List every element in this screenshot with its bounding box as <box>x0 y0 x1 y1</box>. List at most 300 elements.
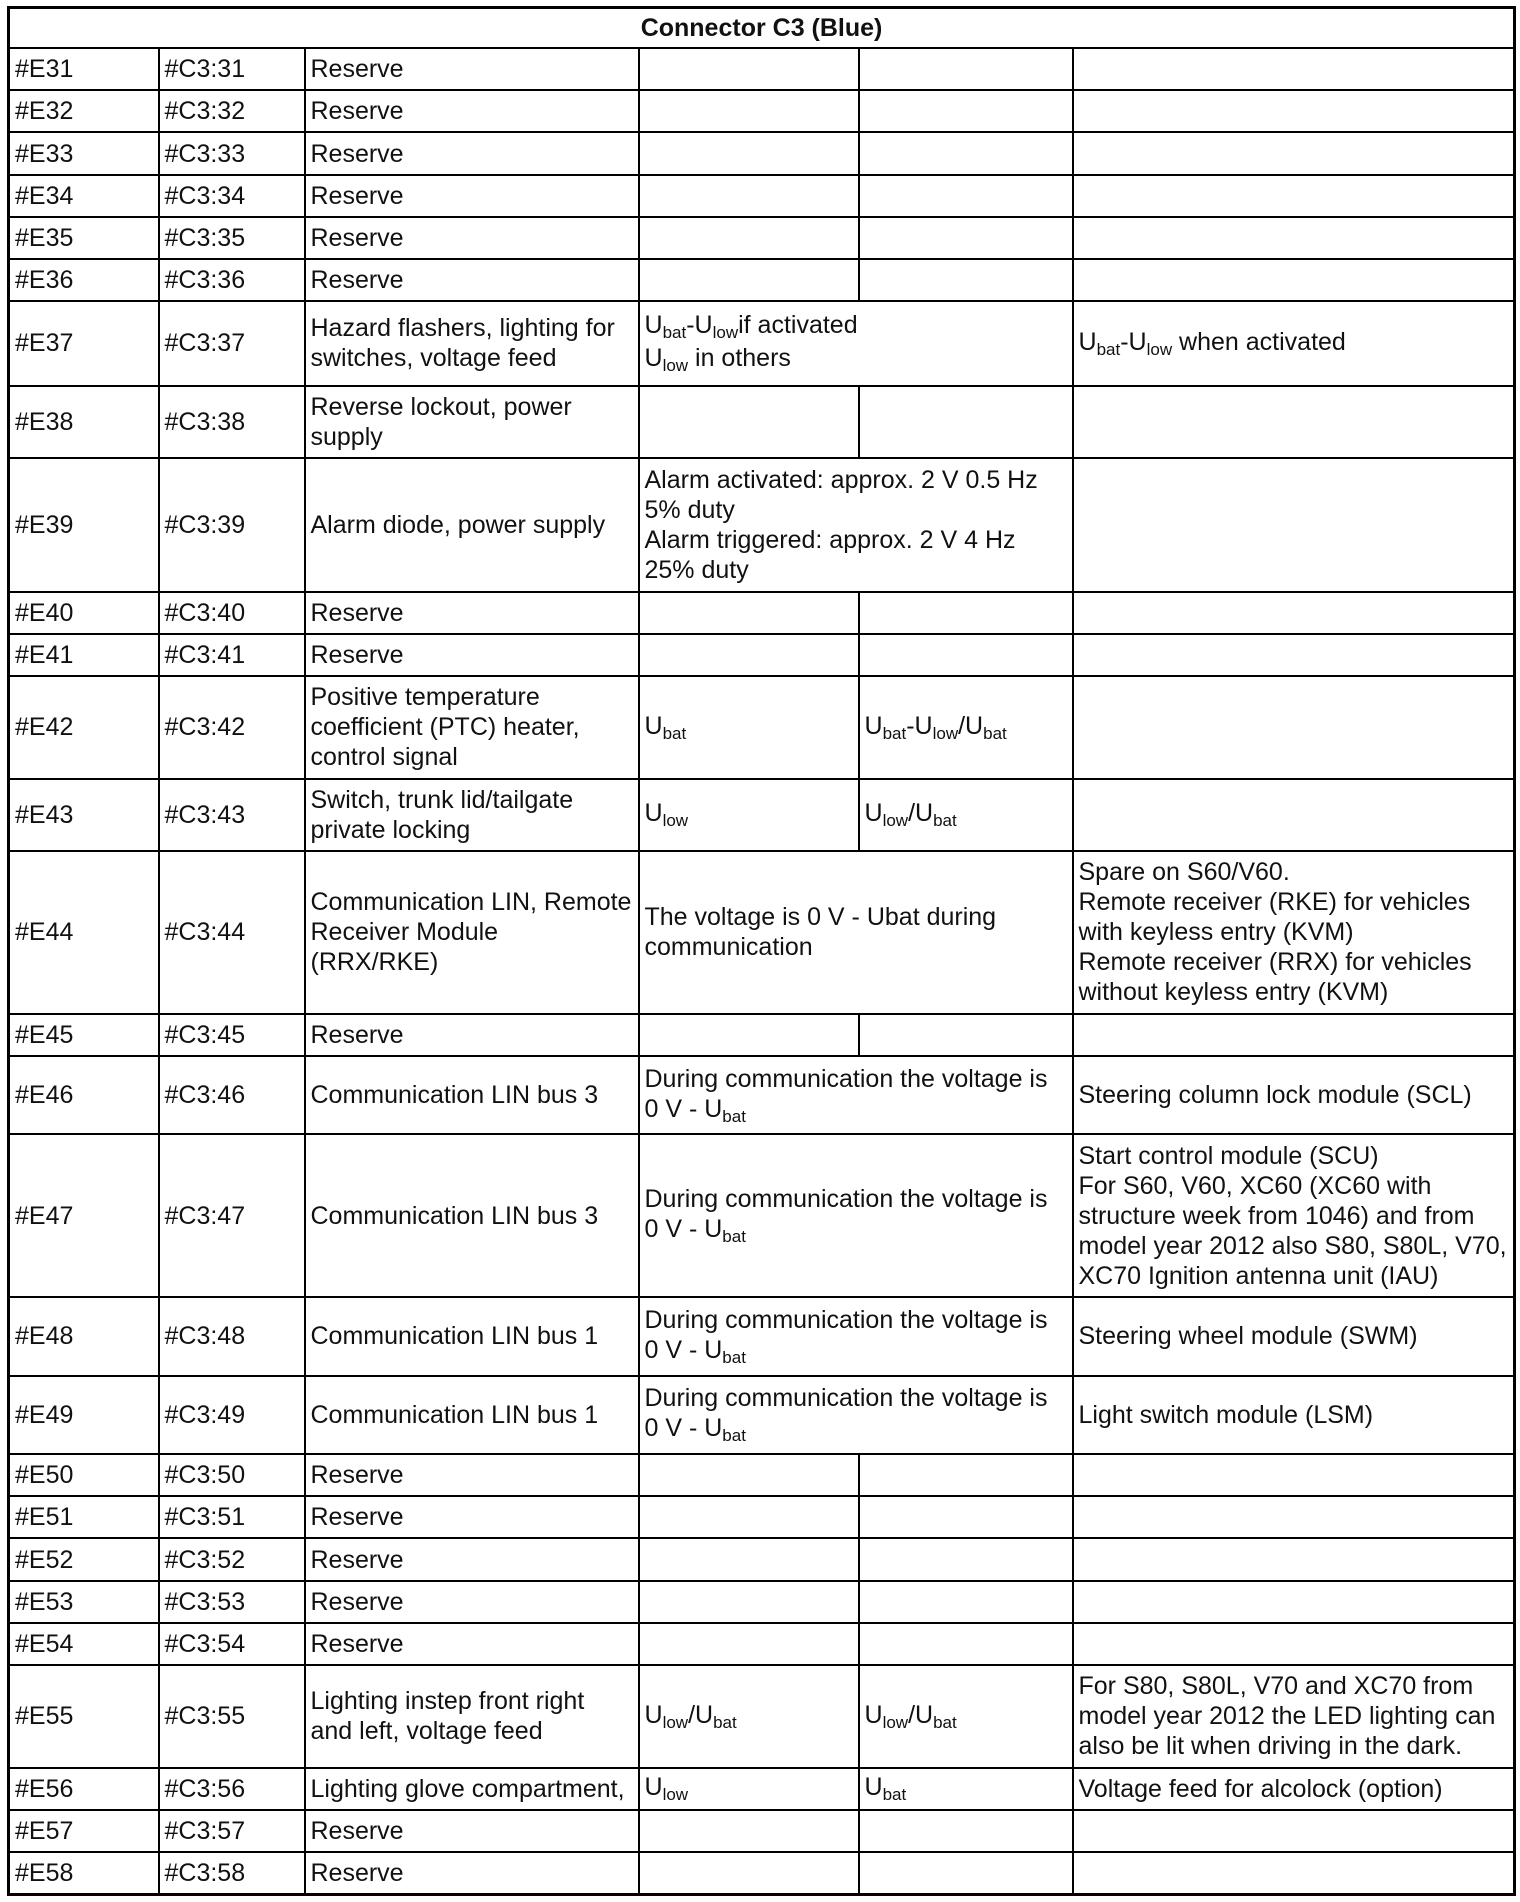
text-segment: Reserve <box>310 181 404 210</box>
cell-line <box>1079 1261 1509 1291</box>
cell-line <box>311 682 633 712</box>
cell-pin <box>159 592 305 634</box>
text-segment: #E45 <box>15 1020 74 1049</box>
cell-line <box>311 510 633 540</box>
table-row <box>9 1665 1515 1768</box>
cell-line <box>15 917 153 947</box>
text-segment: without keyless entry (KVM) <box>1078 978 1389 1007</box>
text-segment: Reserve <box>310 223 404 252</box>
subscript-text: bat <box>722 1227 746 1247</box>
subscript-text: low <box>882 1712 909 1732</box>
text-segment: During communication the voltage is <box>644 1064 1048 1093</box>
cell-description <box>305 1134 639 1297</box>
text-segment: #E39 <box>15 510 74 539</box>
cell-voltage-combined <box>639 1134 1073 1297</box>
text-segment: with keyless entry (KVM) <box>1078 918 1354 947</box>
text-segment: #E41 <box>15 640 74 669</box>
cell-voltage-2 <box>859 1581 1073 1623</box>
cell-voltage-2 <box>859 1852 1073 1895</box>
cell-voltage-1 <box>639 1665 859 1768</box>
cell-line <box>865 798 1067 831</box>
text-segment: #C3:53 <box>164 1587 246 1616</box>
text-segment: #C3:34 <box>164 181 246 210</box>
cell-line <box>15 223 153 253</box>
cell-line <box>165 223 299 253</box>
text-segment: #E58 <box>15 1858 74 1887</box>
text-segment: #E37 <box>15 329 74 358</box>
cell-voltage-1 <box>639 217 859 259</box>
text-segment: Light switch module (LSM) <box>1078 1400 1374 1429</box>
text-segment: Steering wheel module (SWM) <box>1078 1322 1418 1351</box>
cell-id <box>9 1810 159 1852</box>
cell-id <box>9 132 159 174</box>
cell-line <box>311 1545 633 1575</box>
cell-description <box>305 1297 639 1375</box>
cell-line <box>645 1064 1067 1094</box>
text-segment: #E51 <box>15 1503 74 1532</box>
text-segment: #C3:44 <box>164 918 246 947</box>
text-segment: XC70 Ignition antenna unit (IAU) <box>1078 1261 1439 1290</box>
table-row <box>9 592 1515 634</box>
cell-description <box>305 592 639 634</box>
cell-line <box>165 712 299 742</box>
cell-line <box>165 1774 299 1804</box>
text-segment: Lighting glove compartment, <box>310 1774 625 1803</box>
text-segment: coefficient (PTC) heater, <box>310 713 580 742</box>
subscript-text: bat <box>1096 339 1121 359</box>
text-segment: supply <box>310 422 383 451</box>
text-segment: and left, voltage feed <box>310 1717 543 1746</box>
cell-description <box>305 132 639 174</box>
text-segment: #E40 <box>15 598 74 627</box>
text-segment: Lighting instep front right <box>310 1687 585 1716</box>
cell-line <box>311 785 633 815</box>
text-segment: Remote receiver (RKE) for vehicles <box>1078 888 1471 917</box>
text-segment: #E55 <box>15 1702 74 1731</box>
text-segment: 0 V - U <box>644 1094 723 1123</box>
cell-id <box>9 1454 159 1496</box>
cell-note <box>1073 1376 1515 1454</box>
subscript-text: low <box>662 811 689 831</box>
cell-note <box>1073 592 1515 634</box>
cell-id <box>9 1496 159 1538</box>
cell-line <box>165 328 299 358</box>
text-segment: #C3:41 <box>164 640 246 669</box>
cell-line <box>1079 947 1509 977</box>
cell-line <box>1079 917 1509 947</box>
table-row <box>9 259 1515 301</box>
text-segment: U <box>644 311 663 340</box>
cell-note <box>1073 1623 1515 1665</box>
cell-description <box>305 1496 639 1538</box>
cell-line <box>15 1460 153 1490</box>
cell-line <box>645 525 1067 555</box>
cell-id <box>9 592 159 634</box>
cell-pin <box>159 1014 305 1056</box>
text-segment: model year 2012 also S80, S80L, V70, <box>1078 1231 1507 1260</box>
cell-voltage-2 <box>859 132 1073 174</box>
cell-line <box>311 1629 633 1659</box>
cell-voltage-1 <box>639 132 859 174</box>
cell-line <box>311 640 633 670</box>
cell-line <box>165 800 299 830</box>
text-segment: Communication LIN bus 1 <box>310 1322 599 1351</box>
cell-pin <box>159 1376 305 1454</box>
cell-line <box>1079 1080 1509 1110</box>
table-row <box>9 1014 1515 1056</box>
cell-note <box>1073 1768 1515 1810</box>
cell-id <box>9 1376 159 1454</box>
text-segment: #C3:58 <box>164 1858 246 1887</box>
cell-line <box>15 1858 153 1888</box>
cell-note <box>1073 259 1515 301</box>
cell-pin <box>159 1623 305 1665</box>
cell-voltage-1 <box>639 779 859 851</box>
text-segment: #C3:56 <box>164 1774 246 1803</box>
text-segment: 0 V - U <box>644 1215 723 1244</box>
text-segment: 25% duty <box>644 555 749 584</box>
cell-line <box>15 139 153 169</box>
cell-line <box>165 181 299 211</box>
cell-line <box>15 1629 153 1659</box>
cell-voltage-combined <box>639 851 1073 1014</box>
cell-line <box>311 1321 633 1351</box>
cell-line <box>165 407 299 437</box>
cell-pin <box>159 1134 305 1297</box>
table-row <box>9 1581 1515 1623</box>
cell-description <box>305 1852 639 1895</box>
table-row <box>9 779 1515 851</box>
text-segment: The voltage is 0 V - Ubat during <box>644 903 997 932</box>
cell-line <box>15 800 153 830</box>
text-segment: #C3:42 <box>164 713 246 742</box>
cell-line <box>311 1020 633 1050</box>
cell-line <box>165 1020 299 1050</box>
cell-line <box>15 328 153 358</box>
cell-line <box>1079 1321 1509 1351</box>
text-segment: For S60, V60, XC60 (XC60 with <box>1078 1171 1432 1200</box>
cell-voltage-1 <box>639 386 859 458</box>
cell-line <box>311 1858 633 1888</box>
text-segment: #E34 <box>15 181 74 210</box>
cell-line <box>15 1774 153 1804</box>
cell-line <box>15 598 153 628</box>
cell-description <box>305 1623 639 1665</box>
table-row <box>9 676 1515 779</box>
cell-voltage-2 <box>859 48 1073 90</box>
text-segment: /U <box>688 1700 714 1729</box>
cell-pin <box>159 132 305 174</box>
text-segment: #C3:48 <box>164 1322 246 1351</box>
cell-line <box>1079 857 1509 887</box>
cell-line <box>15 96 153 126</box>
cell-voltage-2 <box>859 1623 1073 1665</box>
cell-description <box>305 676 639 779</box>
cell-line <box>1079 1400 1509 1430</box>
cell-line <box>1079 1141 1509 1171</box>
cell-id <box>9 1623 159 1665</box>
cell-line <box>165 1321 299 1351</box>
cell-line <box>311 1686 633 1716</box>
cell-id <box>9 48 159 90</box>
cell-line <box>165 1629 299 1659</box>
cell-note <box>1073 1665 1515 1768</box>
cell-line <box>165 1502 299 1532</box>
cell-line <box>1079 327 1509 360</box>
cell-voltage-1 <box>639 175 859 217</box>
text-segment: Alarm diode, power supply <box>310 510 606 539</box>
cell-id <box>9 1581 159 1623</box>
cell-line <box>15 181 153 211</box>
text-segment: Reserve <box>310 1587 404 1616</box>
cell-line <box>311 139 633 169</box>
table-title-row <box>9 8 1515 49</box>
cell-note <box>1073 1134 1515 1297</box>
cell-line <box>645 932 1067 962</box>
text-segment: /U <box>908 1700 934 1729</box>
text-segment: #E54 <box>15 1629 74 1658</box>
cell-voltage-2 <box>859 634 1073 676</box>
cell-line <box>165 510 299 540</box>
cell-voltage-1 <box>639 259 859 301</box>
text-segment: U <box>864 1700 883 1729</box>
text-segment: Reserve <box>310 1020 404 1049</box>
cell-line <box>645 1772 853 1805</box>
text-segment: #C3:32 <box>164 97 246 126</box>
text-segment: Reserve <box>310 139 404 168</box>
subscript-text: low <box>662 1712 689 1732</box>
cell-pin <box>159 1852 305 1895</box>
cell-line <box>865 1772 1067 1805</box>
table-row <box>9 175 1515 217</box>
cell-line <box>15 1080 153 1110</box>
text-segment: 5% duty <box>644 495 735 524</box>
subscript-text: bat <box>882 1785 907 1805</box>
cell-voltage-combined <box>639 1056 1073 1134</box>
cell-id <box>9 386 159 458</box>
cell-line <box>311 392 633 422</box>
cell-line <box>865 711 1067 744</box>
cell-description <box>305 851 639 1014</box>
table-row <box>9 1376 1515 1454</box>
text-segment: Switch, trunk lid/tailgate <box>310 785 574 814</box>
cell-description <box>305 1810 639 1852</box>
cell-voltage-2 <box>859 1665 1073 1768</box>
cell-line <box>15 510 153 540</box>
cell-description <box>305 1056 639 1134</box>
text-segment: #E33 <box>15 139 74 168</box>
text-segment: #C3:39 <box>164 510 246 539</box>
cell-note <box>1073 1297 1515 1375</box>
subscript-text: bat <box>662 723 687 743</box>
cell-voltage-1 <box>639 1810 859 1852</box>
cell-voltage-1 <box>639 1852 859 1895</box>
text-segment: Positive temperature <box>310 683 540 712</box>
cell-voltage-1 <box>639 592 859 634</box>
text-segment: #C3:51 <box>164 1503 246 1532</box>
table-row <box>9 1623 1515 1665</box>
cell-line <box>645 1413 1067 1446</box>
cell-description <box>305 779 639 851</box>
cell-id <box>9 1134 159 1297</box>
cell-note <box>1073 48 1515 90</box>
cell-line <box>645 1305 1067 1335</box>
cell-pin <box>159 1454 305 1496</box>
cell-line <box>15 1400 153 1430</box>
cell-pin <box>159 634 305 676</box>
subscript-text: bat <box>722 1106 746 1126</box>
cell-line <box>165 640 299 670</box>
text-segment: communication <box>644 933 813 962</box>
cell-voltage-combined <box>639 1376 1073 1454</box>
cell-line <box>165 1858 299 1888</box>
cell-voltage-1 <box>639 90 859 132</box>
text-segment: if activated <box>738 311 858 340</box>
cell-line <box>645 495 1067 525</box>
text-segment: -U <box>1120 327 1147 356</box>
text-segment: Reserve <box>310 1629 404 1658</box>
cell-line <box>165 1545 299 1575</box>
text-segment: switches, voltage feed <box>310 344 557 373</box>
subscript-text: bat <box>722 1426 746 1446</box>
cell-line <box>311 598 633 628</box>
cell-voltage-1 <box>639 1496 859 1538</box>
text-segment: #C3:46 <box>164 1081 246 1110</box>
text-segment: Reserve <box>310 1461 404 1490</box>
cell-description <box>305 1454 639 1496</box>
cell-note <box>1073 217 1515 259</box>
text-segment: #E52 <box>15 1545 74 1574</box>
cell-pin <box>159 1538 305 1580</box>
cell-pin <box>159 48 305 90</box>
table-row <box>9 386 1515 458</box>
cell-line <box>311 917 633 947</box>
subscript-text: low <box>882 811 909 831</box>
cell-voltage-2 <box>859 386 1073 458</box>
cell-line <box>311 742 633 772</box>
cell-line <box>15 1545 153 1575</box>
subscript-text: low <box>662 356 689 376</box>
cell-note <box>1073 301 1515 385</box>
cell-line <box>645 1335 1067 1368</box>
cell-line <box>1079 887 1509 917</box>
cell-voltage-2 <box>859 1810 1073 1852</box>
cell-pin <box>159 676 305 779</box>
subscript-text: bat <box>933 1712 957 1732</box>
cell-line <box>645 555 1067 585</box>
text-segment: During communication the voltage is <box>644 1384 1048 1413</box>
text-segment: Steering column lock module (SCL) <box>1078 1081 1472 1110</box>
cell-line <box>15 1502 153 1532</box>
text-segment: Reserve <box>310 55 404 84</box>
cell-line <box>15 407 153 437</box>
text-segment: Reserve <box>310 1858 404 1887</box>
cell-line <box>311 181 633 211</box>
cell-line <box>15 1321 153 1351</box>
cell-voltage-2 <box>859 259 1073 301</box>
cell-line <box>1079 1774 1509 1804</box>
cell-note <box>1073 1538 1515 1580</box>
cell-voltage-1 <box>639 1538 859 1580</box>
cell-line <box>165 1400 299 1430</box>
table-body <box>9 48 1515 1895</box>
text-segment: Reserve <box>310 1503 404 1532</box>
text-segment: Communication LIN bus 1 <box>310 1400 599 1429</box>
table-row <box>9 1056 1515 1134</box>
cell-description <box>305 48 639 90</box>
text-segment: Reserve <box>310 1545 404 1574</box>
cell-line <box>1079 977 1509 1007</box>
text-segment: Reserve <box>310 640 404 669</box>
cell-pin <box>159 1297 305 1375</box>
text-segment: U <box>1078 327 1097 356</box>
text-segment: -U <box>906 711 933 740</box>
text-segment: #E44 <box>15 918 74 947</box>
text-segment: #C3:36 <box>164 266 246 295</box>
text-segment: #E36 <box>15 266 74 295</box>
text-segment: also be lit when driving in the dark. <box>1078 1732 1463 1761</box>
cell-note <box>1073 1014 1515 1056</box>
text-segment: Communication LIN, Remote <box>310 888 632 917</box>
text-segment: #E42 <box>15 713 74 742</box>
subscript-text: bat <box>713 1712 737 1732</box>
subscript-text: low <box>932 723 959 743</box>
table-row <box>9 634 1515 676</box>
cell-line <box>311 54 633 84</box>
cell-line <box>165 1701 299 1731</box>
text-segment: control signal <box>310 743 458 772</box>
text-segment: #C3:33 <box>164 139 246 168</box>
table-row <box>9 1134 1515 1297</box>
cell-id <box>9 1665 159 1768</box>
cell-note <box>1073 1852 1515 1895</box>
text-segment: in others <box>688 344 791 373</box>
text-segment: U <box>644 799 663 828</box>
cell-line <box>15 265 153 295</box>
cell-line <box>311 343 633 373</box>
cell-line <box>165 54 299 84</box>
cell-pin <box>159 1665 305 1768</box>
cell-line <box>311 265 633 295</box>
text-segment: 0 V - U <box>644 1335 723 1364</box>
text-segment: #E35 <box>15 223 74 252</box>
cell-line <box>15 1201 153 1231</box>
cell-id <box>9 90 159 132</box>
cell-line <box>15 1020 153 1050</box>
cell-line <box>1079 1171 1509 1201</box>
text-segment: #C3:40 <box>164 598 246 627</box>
cell-pin <box>159 217 305 259</box>
text-segment: Reserve <box>310 97 404 126</box>
cell-line <box>311 815 633 845</box>
text-segment: structure week from 1046) and from <box>1078 1201 1475 1230</box>
cell-voltage-2 <box>859 676 1073 779</box>
cell-line <box>311 1502 633 1532</box>
subscript-text: low <box>662 1785 689 1805</box>
text-segment: #E47 <box>15 1201 74 1230</box>
text-segment: Reserve <box>310 266 404 295</box>
table-row <box>9 458 1515 592</box>
cell-pin <box>159 175 305 217</box>
cell-pin <box>159 1768 305 1810</box>
cell-voltage-2 <box>859 779 1073 851</box>
cell-line <box>645 465 1067 495</box>
cell-line <box>1079 1201 1509 1231</box>
cell-id <box>9 217 159 259</box>
connector-pin-table <box>7 6 1516 1896</box>
cell-id <box>9 851 159 1014</box>
text-segment: #E48 <box>15 1322 74 1351</box>
